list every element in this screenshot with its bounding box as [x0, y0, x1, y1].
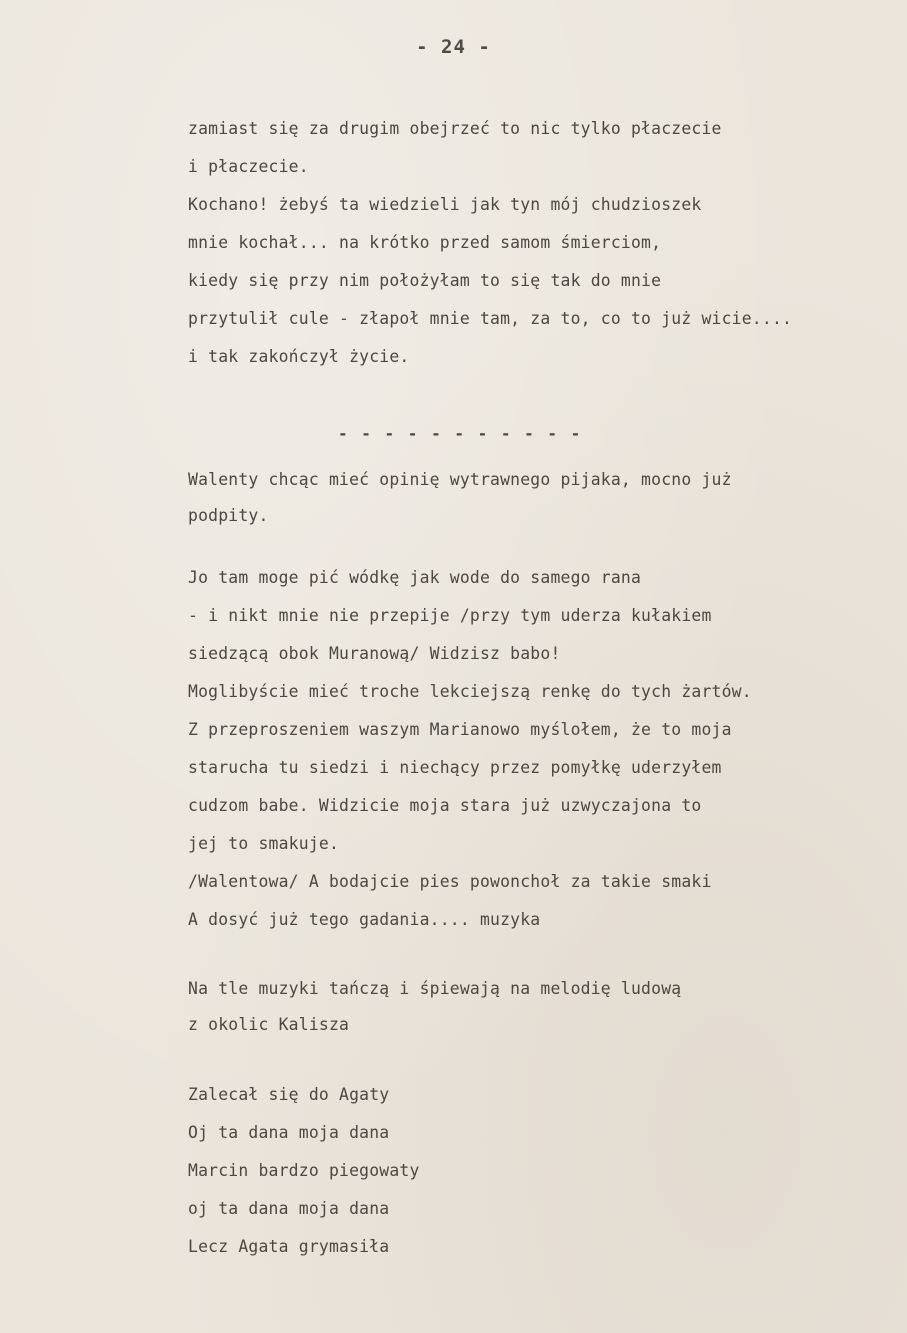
song-lyrics	[188, 1076, 888, 1266]
text-line: - i nikt mnie nie przepije /przy tym uderza kułakiem	[188, 606, 712, 625]
text-line: Na tle muzyki tańczą i śpiewają na melodię ludową	[188, 979, 682, 998]
text-line: A dosyć już tego gadania.... muzyka	[188, 910, 541, 929]
text-line: Kochano! żebyś ta wiedzieli jak tyn mój chudzioszek	[188, 195, 702, 214]
paragraph-monologue	[188, 110, 888, 376]
page-number: - 24 -	[416, 36, 491, 58]
text-line: siedzącą obok Muranową/ Widzisz babo!	[188, 644, 561, 663]
text-line: zamiast się za drugim obejrzeć to nic tylko płaczecie	[188, 119, 722, 138]
text-line: mnie kochał... na krótko przed samom śmierciom,	[188, 233, 662, 252]
text-line: jej to smakuje.	[188, 834, 340, 853]
dialogue-block	[188, 559, 888, 939]
text-line: Jo tam moge pić wódkę jak wode do samego rana	[188, 568, 642, 587]
text-line: Moglibyście mieć troche lekciejszą renkę do tych żartów.	[188, 682, 752, 701]
section-separator: - - - - - - - - - - -	[338, 424, 583, 443]
song-line: oj ta dana moja dana	[188, 1199, 390, 1218]
text-line: Z przeproszeniem waszym Marianowo myślołem, że to moja	[188, 720, 732, 739]
text-line: cudzom babe. Widzicie moja stara już uzwyczajona to	[188, 796, 702, 815]
song-line: Zalecał się do Agaty	[188, 1085, 390, 1104]
text-line: kiedy się przy nim położyłam to się tak do mnie	[188, 271, 662, 290]
text-line: podpity.	[188, 506, 269, 525]
song-line: Lecz Agata grymasiła	[188, 1237, 390, 1256]
stage-direction-music	[188, 971, 888, 1043]
text-line: i tak zakończył życie.	[188, 347, 410, 366]
song-line: Oj ta dana moja dana	[188, 1123, 390, 1142]
song-line: Marcin bardzo piegowaty	[188, 1161, 420, 1180]
text-line: Walenty chcąc mieć opinię wytrawnego pijaka, mocno już	[188, 470, 732, 489]
text-line: /Walentowa/ A bodajcie pies powonchoł za takie smaki	[188, 872, 712, 891]
text-line: przytulił cule - złapoł mnie tam, za to, co to już wicie....	[188, 309, 793, 328]
text-line: i płaczecie.	[188, 157, 309, 176]
text-line: starucha tu siedzi i niechący przez pomyłkę uderzyłem	[188, 758, 722, 777]
text-line: z okolic Kalisza	[188, 1015, 350, 1034]
stage-direction-walenty	[188, 462, 888, 534]
